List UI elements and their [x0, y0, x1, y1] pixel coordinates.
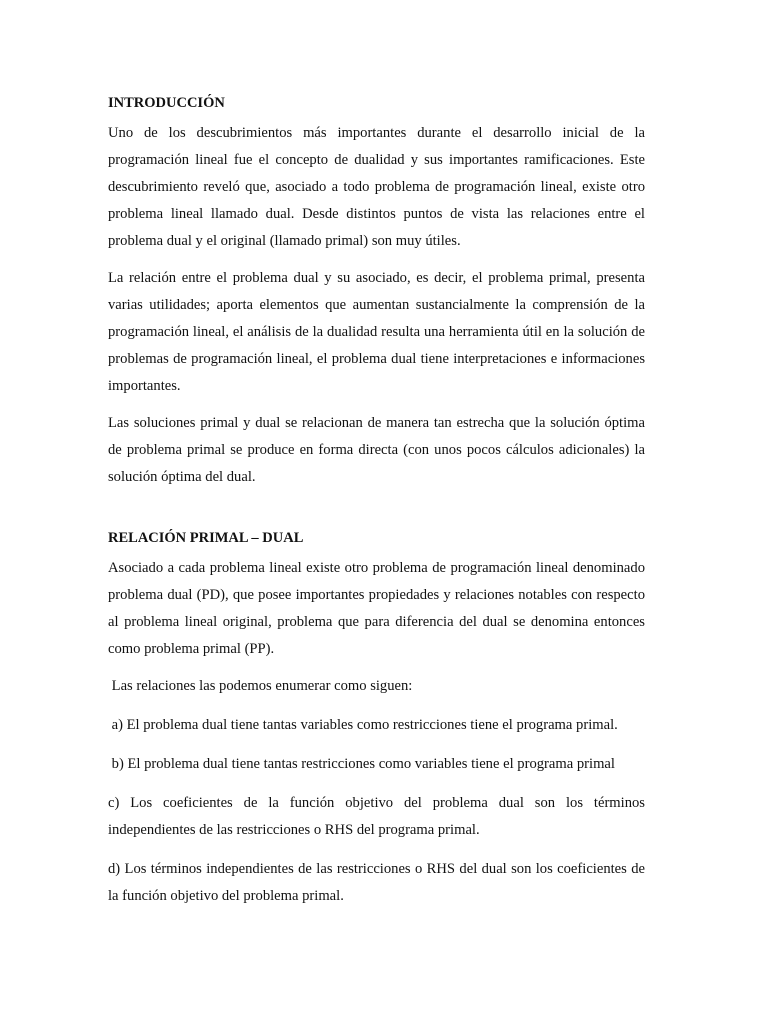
list-item-a: a) El problema dual tiene tantas variables como restricciones tiene el programa primal. — [108, 717, 618, 733]
paragraph-relacion-intro: Asociado a cada problema lineal existe otro problema de programación lineal denominado problema dual (PD), que posee importantes propiedades y relaciones notables con respecto al problema lineal original, problema que para diferencia del dual se denomina entonces como problema primal (PP). — [108, 560, 645, 657]
paragraph-intro-2: La relación entre el problema dual y su asociado, es decir, el problema primal, presenta varias utilidades; aporta elementos que aumentan sustancialmente la comprensión de la programación lineal, el análisis de la dualidad resulta una herramienta útil en la solución de problemas de programación lineal, el problema dual tiene interpretaciones e informaciones importantes. — [108, 270, 645, 394]
list-item-d: d) Los términos independientes de las restricciones o RHS del dual son los coeficientes de la función objetivo del problema primal. — [108, 861, 645, 904]
section-heading-relacion: RELACIÓN PRIMAL – DUAL — [108, 530, 304, 546]
document-page — [108, 92, 645, 922]
list-item-b: b) El problema dual tiene tantas restricciones como variables tiene el programa primal — [108, 756, 615, 772]
section-heading-introduccion: INTRODUCCIÓN — [108, 95, 225, 111]
paragraph-intro-3: Las soluciones primal y dual se relacionan de manera tan estrecha que la solución óptima de problema primal se produce en forma directa (con unos pocos cálculos adicionales) la solución óptima del dual. — [108, 415, 645, 485]
section-relacion-primal-dual — [108, 527, 645, 910]
list-item-c: c) Los coeficientes de la función objetivo del problema dual son los términos independientes de las restricciones o RHS del programa primal. — [108, 795, 645, 838]
paragraph-intro-1: Uno de los descubrimientos más importantes durante el desarrollo inicial de la programación lineal fue el concepto de dualidad y sus importantes ramificaciones. Este descubrimiento reveló que, asociado a todo problema de programación lineal, existe otro problema lineal llamado dual. Desde distintos puntos de vista las relaciones entre el problema dual y el original (llamado primal) son muy útiles. — [108, 125, 645, 249]
list-intro: Las relaciones las podemos enumerar como siguen: — [108, 678, 413, 694]
